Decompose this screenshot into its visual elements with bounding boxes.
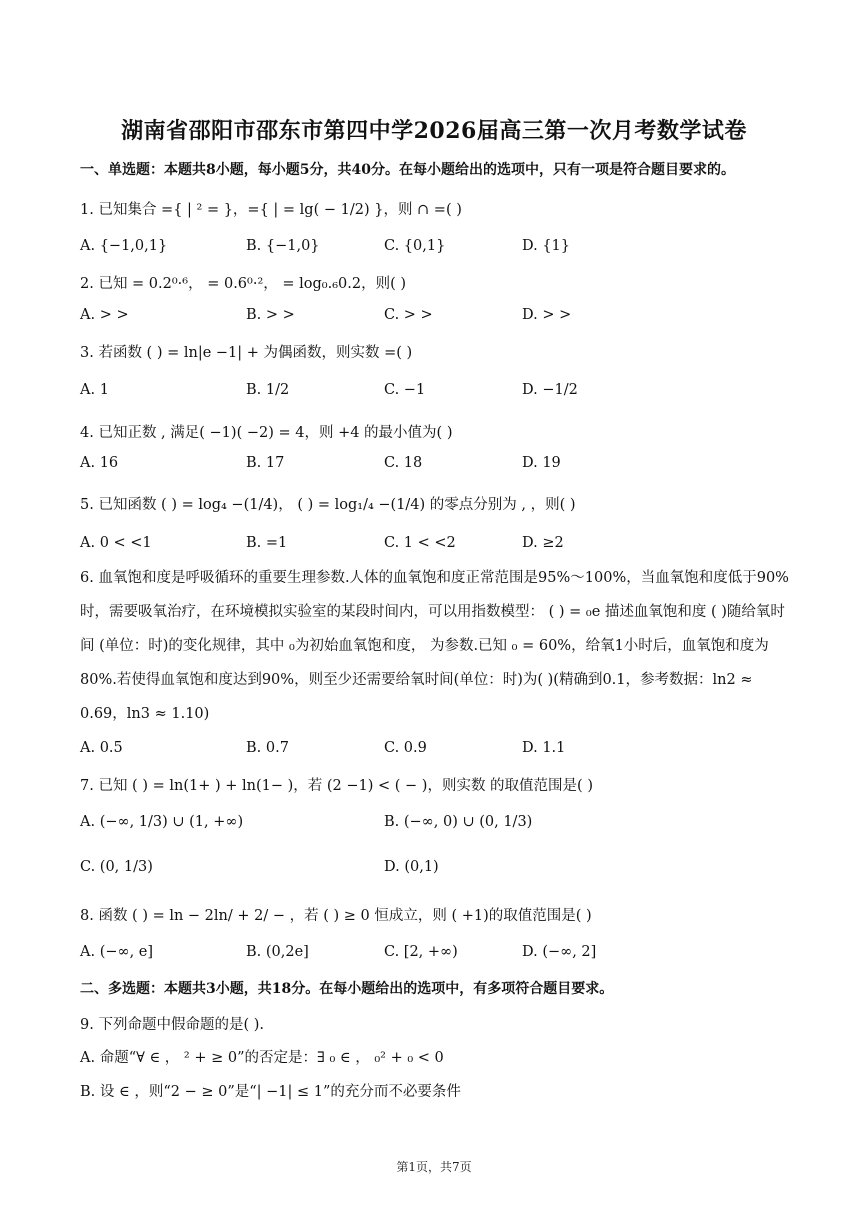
q8-option-c: C. [2, +∞): [384, 944, 458, 960]
q4-option-c: C. 18: [384, 455, 423, 471]
q3-option-a: A. 1: [80, 382, 109, 398]
q3-option-b: B. 1/2: [246, 382, 290, 398]
question-6-stem: 6. 血氧饱和度是呼吸循环的重要生理参数.人体的血氧饱和度正常范围是95%～100%，当血氧饱和度低于90%时，需要吸氧治疗，在环境模拟实验室的某段时间内，可以用指数模型： ( ) = ₀e 描述血氧饱和度 ( )随给氧时间 (单位：时)的变化规律，其中 ₀为初始血氧饱和度， 为参数.已知 ₀ = 60%，给氧1小时后，血氧饱和度为80%.若使得血氧饱和度达到90%，则至少还需要给氧时间(单位：时)为( )(精确到0.1，参考数据：ln2 ≈ 0.69，ln3 ≈ 1.10): [80, 570, 789, 722]
q1-option-c: C. {0,1}: [384, 238, 446, 254]
question-5-stem: 5. 已知函数 ( ) = log₄ −(1/4)， ( ) = log₁/₄ −(1/4) 的零点分别为 , ，则( ): [80, 497, 576, 513]
q2-option-a: A. > >: [80, 307, 129, 323]
question-8-stem: 8. 函数 ( ) = ln − 2ln/ + 2/ − ，若 ( ) ≥ 0 恒成立，则 ( +1)的取值范围是( ): [80, 908, 592, 924]
q4-option-a: A. 16: [80, 455, 119, 471]
q4-option-d: D. 19: [522, 455, 561, 471]
q7-option-a: A. (−∞, 1/3) ∪ (1, +∞): [80, 814, 244, 830]
question-3-stem: 3. 若函数 ( ) = ln|e −1| + 为偶函数，则实数 =( ): [80, 345, 413, 361]
q8-option-b: B. (0,2e]: [246, 944, 309, 960]
q2-option-c: C. > >: [384, 307, 433, 323]
q7-option-b: B. (−∞, 0) ∪ (0, 1/3): [384, 814, 533, 830]
q2-option-b: B. > >: [246, 307, 295, 323]
question-7-stem: 7. 已知 ( ) = ln(1+ ) + ln(1− )，若 (2 −1) < ( − )，则实数 的取值范围是( ): [80, 778, 593, 794]
q7-option-d: D. (0,1): [384, 859, 439, 875]
q5-option-d: D. ≥2: [522, 535, 564, 551]
page-footer: 第1页，共7页: [396, 1160, 472, 1174]
q9-option-b: B. 设 ∈ ，则“2 − ≥ 0”是“| −1| ≤ 1”的充分而不必要条件: [80, 1084, 461, 1100]
q6-option-a: A. 0.5: [80, 740, 123, 756]
question-1-stem: 1. 已知集合 ={ | ² = }，={ | = lg( − 1/2) }，则 ∩ =( ): [80, 202, 462, 218]
q8-option-a: A. (−∞, e]: [80, 944, 154, 960]
q5-option-a: A. 0 < <1: [80, 535, 152, 551]
page-title: 湖南省邵阳市邵东市第四中学2026届高三第一次月考数学试卷: [121, 118, 747, 144]
section-heading-multi-choice: 二、多选题：本题共3小题，共18分。在每小题给出的选项中，有多项符合题目要求。: [80, 981, 614, 997]
q4-option-b: B. 17: [246, 455, 285, 471]
question-9-stem: 9. 下列命题中假命题的是( ).: [80, 1017, 264, 1033]
q3-option-c: C. −1: [384, 382, 426, 398]
section-heading-single-choice: 一、单选题：本题共8小题，每小题5分，共40分。在每小题给出的选项中，只有一项是符合题目要求的。: [80, 162, 735, 178]
q1-option-d: D. {1}: [522, 238, 571, 254]
q5-option-c: C. 1 < <2: [384, 535, 456, 551]
q9-option-a: A. 命题“∀ ∈ ， ² + ≥ 0”的否定是：∃ ₀ ∈ ， ₀² + ₀ < 0: [80, 1050, 444, 1066]
q5-option-b: B. =1: [246, 535, 288, 551]
q1-option-a: A. {−1,0,1}: [80, 238, 168, 254]
q8-option-d: D. (−∞, 2]: [522, 944, 597, 960]
q1-option-b: B. {−1,0}: [246, 238, 320, 254]
question-4-stem: 4. 已知正数 , 满足( −1)( −2) = 4，则 +4 的最小值为( ): [80, 425, 453, 441]
q6-option-d: D. 1.1: [522, 740, 566, 756]
question-2-stem: 2. 已知 = 0.2⁰·⁶， = 0.6⁰·²， = log₀.₆0.2，则( ): [80, 276, 407, 292]
q2-option-d: D. > >: [522, 307, 572, 323]
q3-option-d: D. −1/2: [522, 382, 578, 398]
q6-option-b: B. 0.7: [246, 740, 289, 756]
q7-option-c: C. (0, 1/3): [80, 859, 153, 875]
q6-option-c: C. 0.9: [384, 740, 427, 756]
